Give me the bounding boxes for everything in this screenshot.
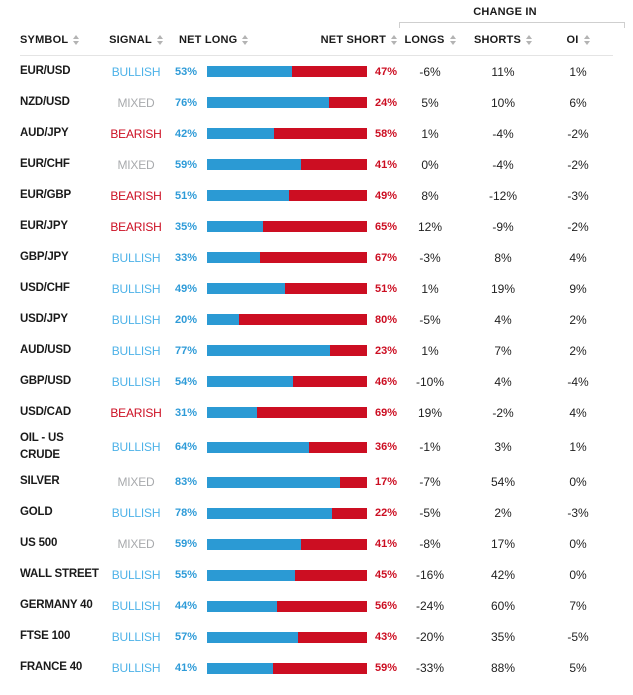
table-row [20, 273, 613, 304]
net-short-percent: 67% [374, 251, 397, 264]
sort-icon[interactable] [157, 35, 163, 45]
net-long-bar [207, 477, 340, 488]
sentiment-bar [207, 128, 367, 139]
signal-label: BEARISH [110, 405, 162, 420]
sentiment-bar [207, 97, 367, 108]
sentiment-bar-track [207, 314, 367, 325]
change-shorts-value: -4% [492, 157, 514, 172]
sentiment-bar [207, 632, 367, 643]
signal-label: MIXED [117, 157, 155, 172]
sentiment-bar-track [207, 570, 367, 581]
change-oi-value: 4% [569, 405, 587, 420]
net-short-percent: 65% [374, 220, 397, 233]
sentiment-bar-track [207, 66, 367, 77]
net-long-bar [207, 508, 332, 519]
change-longs-value: -33% [415, 661, 444, 675]
net-long-bar [207, 663, 273, 674]
net-long-percent: 33% [174, 251, 197, 264]
net-long-bar [207, 345, 330, 356]
signal-label: MIXED [117, 475, 155, 489]
table-row [20, 304, 613, 335]
sentiment-bar [207, 601, 367, 612]
symbol-label: EUR/JPY [20, 219, 68, 232]
table-row [20, 498, 613, 529]
change-longs-value: -7% [419, 475, 441, 489]
signal-label: BEARISH [110, 219, 162, 234]
change-shorts-value: -12% [488, 188, 517, 203]
sentiment-bar-track [207, 632, 367, 643]
table-row [20, 56, 613, 87]
change-oi-value: 6% [569, 95, 587, 110]
change-shorts-value: 2% [494, 506, 512, 520]
net-short-bar [293, 376, 367, 387]
symbol-label: EUR/CHF [20, 157, 70, 170]
column-header-shorts-label: SHORTS [473, 34, 522, 46]
signal-label: BULLISH [111, 281, 161, 296]
net-short-percent: 80% [374, 313, 397, 326]
change-shorts-value: 19% [490, 281, 516, 296]
change-longs-value: -3% [419, 250, 441, 265]
net-long-bar [207, 97, 329, 108]
net-short-bar [239, 314, 367, 325]
sentiment-bar [207, 190, 367, 201]
column-header-longs[interactable] [397, 34, 463, 46]
net-long-percent: 41% [174, 662, 197, 674]
sentiment-bar [207, 407, 367, 418]
net-short-bar [273, 663, 367, 674]
net-short-percent: 17% [374, 476, 397, 488]
sentiment-bar-track [207, 663, 367, 674]
sentiment-bar [207, 663, 367, 674]
sentiment-bar-track [207, 97, 367, 108]
sentiment-bar-track [207, 190, 367, 201]
net-short-bar [260, 252, 367, 263]
table-row [20, 180, 613, 211]
change-oi-value: 0% [569, 568, 587, 582]
sentiment-bar [207, 159, 367, 170]
net-short-percent: 49% [374, 189, 397, 202]
net-short-bar [295, 570, 367, 581]
signal-label: BULLISH [111, 599, 161, 613]
change-shorts-value: -4% [492, 126, 514, 141]
sentiment-bar-track [207, 221, 367, 232]
sentiment-bar-track [207, 442, 367, 453]
signal-label: BULLISH [111, 64, 161, 79]
symbol-label: EUR/GBP [20, 188, 71, 201]
sentiment-bar-track [207, 128, 367, 139]
table-row [20, 467, 613, 498]
change-oi-value: -4% [567, 374, 589, 389]
net-long-bar [207, 632, 298, 643]
net-short-percent: 51% [374, 282, 397, 295]
table-row [20, 653, 613, 684]
net-short-bar [257, 407, 367, 418]
change-shorts-value: 3% [494, 440, 512, 455]
net-short-bar [301, 539, 367, 550]
net-long-percent: 55% [174, 569, 197, 581]
table-row [20, 149, 613, 180]
change-shorts-value: -9% [492, 219, 514, 234]
net-short-bar [274, 128, 367, 139]
sentiment-bar-track [207, 159, 367, 170]
symbol-label: EUR/USD [20, 64, 71, 77]
sentiment-bar [207, 477, 367, 488]
symbol-label: OIL - US CRUDE [20, 432, 64, 462]
net-long-percent: 78% [174, 507, 197, 519]
sentiment-bar-track [207, 601, 367, 612]
signal-label: BULLISH [111, 568, 161, 582]
net-long-bar [207, 159, 301, 170]
signal-label: BULLISH [111, 312, 161, 327]
change-longs-value: -1% [419, 440, 441, 455]
net-long-percent: 49% [174, 282, 197, 295]
sentiment-bar [207, 376, 367, 387]
sentiment-bar [207, 345, 367, 356]
net-short-percent: 58% [374, 127, 397, 140]
change-longs-value: -10% [415, 374, 444, 389]
change-longs-value: 0% [421, 157, 439, 172]
net-long-percent: 83% [174, 476, 197, 488]
table-body [20, 56, 613, 684]
net-long-bar [207, 314, 239, 325]
net-long-percent: 35% [174, 220, 197, 233]
signal-label: MIXED [117, 537, 155, 551]
net-short-percent: 41% [374, 158, 397, 171]
net-long-percent: 59% [174, 538, 197, 550]
net-short-bar [285, 283, 367, 294]
symbol-label: USD/CHF [20, 281, 70, 294]
net-short-percent: 41% [374, 538, 397, 550]
sentiment-bar [207, 252, 367, 263]
signal-label: BULLISH [111, 343, 161, 358]
net-long-bar [207, 442, 309, 453]
net-long-percent: 76% [174, 96, 197, 109]
net-short-bar [301, 159, 367, 170]
sentiment-bar [207, 539, 367, 550]
net-short-bar [289, 190, 367, 201]
symbol-label: GBP/JPY [20, 250, 69, 263]
sentiment-bar-track [207, 283, 367, 294]
symbol-label: FRANCE 40 [20, 661, 83, 674]
table-row [20, 397, 613, 428]
net-short-percent: 56% [374, 600, 397, 612]
change-oi-value: 2% [569, 312, 587, 327]
change-longs-value: 19% [417, 405, 443, 420]
sentiment-bar-track [207, 508, 367, 519]
net-long-percent: 51% [174, 189, 197, 202]
column-header-signal-label: SIGNAL [109, 34, 152, 46]
net-short-percent: 23% [374, 344, 397, 357]
change-in-group [20, 6, 613, 22]
signal-label: BULLISH [111, 440, 161, 455]
net-short-percent: 46% [374, 375, 397, 388]
net-long-percent: 59% [174, 158, 197, 171]
net-long-percent: 31% [174, 406, 197, 419]
change-shorts-value: -2% [492, 405, 514, 420]
symbol-label: GBP/USD [20, 374, 71, 387]
signal-label: BULLISH [111, 374, 161, 389]
column-header-net-long-label: NET LONG [179, 34, 238, 46]
change-oi-value: -2% [567, 126, 589, 141]
change-longs-value: 1% [421, 126, 439, 141]
net-short-bar [309, 442, 367, 453]
net-short-bar [340, 477, 367, 488]
sentiment-bar [207, 283, 367, 294]
column-header-symbol-label: SYMBOL [20, 34, 69, 46]
change-longs-value: -5% [419, 506, 441, 520]
change-shorts-value: 7% [494, 343, 512, 358]
symbol-label: WALL STREET [20, 568, 99, 581]
net-long-bar [207, 128, 274, 139]
symbol-label: NZD/USD [20, 95, 70, 108]
column-header-net-short[interactable] [207, 34, 397, 46]
net-short-bar [292, 66, 367, 77]
net-short-bar [330, 345, 367, 356]
column-header-oi[interactable] [543, 34, 613, 46]
sentiment-bar-track [207, 252, 367, 263]
net-long-percent: 57% [174, 631, 197, 643]
change-longs-value: 5% [421, 95, 439, 110]
net-long-percent: 53% [174, 65, 197, 78]
sort-icon[interactable] [584, 35, 590, 45]
sentiment-bar-track [207, 539, 367, 550]
table-row [20, 87, 613, 118]
sentiment-bar [207, 221, 367, 232]
table-row [20, 242, 613, 273]
sort-icon[interactable] [526, 35, 532, 45]
sentiment-bar-track [207, 376, 367, 387]
table-row [20, 366, 613, 397]
sentiment-bar-track [207, 477, 367, 488]
table-row [20, 211, 613, 242]
change-longs-value: 1% [421, 343, 439, 358]
net-short-percent: 36% [374, 441, 397, 454]
change-oi-value: 4% [569, 250, 587, 265]
column-header-signal[interactable] [105, 34, 167, 46]
change-longs-value: -8% [419, 537, 441, 551]
column-header-net-short-label: NET SHORT [320, 34, 386, 46]
net-long-percent: 64% [174, 441, 197, 454]
net-long-bar [207, 407, 257, 418]
change-oi-value: -3% [567, 188, 589, 203]
sentiment-bar [207, 66, 367, 77]
signal-label: BULLISH [111, 506, 161, 520]
net-short-bar [329, 97, 367, 108]
net-short-bar [263, 221, 367, 232]
net-short-percent: 47% [374, 65, 397, 78]
change-longs-value: 8% [421, 188, 439, 203]
net-long-bar [207, 252, 260, 263]
net-long-bar [207, 376, 293, 387]
sentiment-bar [207, 508, 367, 519]
change-longs-value: 1% [421, 281, 439, 296]
symbol-label: USD/CAD [20, 405, 71, 418]
net-long-bar [207, 539, 301, 550]
table-row [20, 428, 613, 467]
change-longs-value: -16% [415, 568, 444, 582]
sentiment-bar-track [207, 345, 367, 356]
table-row [20, 529, 613, 560]
change-oi-value: -2% [567, 219, 589, 234]
signal-label: BULLISH [111, 661, 161, 675]
change-oi-value: 1% [569, 64, 587, 79]
net-long-bar [207, 283, 285, 294]
change-shorts-value: 4% [494, 312, 512, 327]
column-header-longs-label: LONGS [404, 34, 445, 46]
net-short-percent: 45% [374, 569, 397, 581]
net-short-bar [277, 601, 367, 612]
change-oi-value: 5% [569, 661, 587, 675]
net-long-percent: 77% [174, 344, 197, 357]
change-longs-value: -6% [419, 64, 441, 79]
net-long-bar [207, 221, 263, 232]
change-in-label: CHANGE IN [473, 6, 537, 18]
change-oi-value: -3% [567, 506, 589, 520]
change-shorts-value: 10% [490, 95, 516, 110]
column-header-oi-label: OI [566, 34, 579, 46]
table-row [20, 118, 613, 149]
net-short-percent: 22% [374, 507, 397, 519]
sentiment-bar [207, 442, 367, 453]
symbol-label: GERMANY 40 [20, 599, 93, 612]
signal-label: BULLISH [111, 630, 161, 644]
signal-label: BEARISH [110, 126, 162, 141]
net-short-percent: 43% [374, 631, 397, 643]
change-oi-value: -5% [567, 630, 589, 644]
signal-label: MIXED [117, 95, 155, 110]
change-shorts-value: 88% [490, 661, 516, 675]
net-long-percent: 20% [174, 313, 197, 326]
sentiment-bar [207, 570, 367, 581]
table-row [20, 591, 613, 622]
change-longs-value: 12% [417, 219, 443, 234]
change-longs-value: -20% [415, 630, 444, 644]
sentiment-bar [207, 314, 367, 325]
change-longs-value: -24% [415, 599, 444, 613]
change-oi-value: 0% [569, 537, 587, 551]
net-long-percent: 54% [174, 375, 197, 388]
net-long-bar [207, 570, 295, 581]
column-header-symbol[interactable] [20, 34, 105, 46]
signal-label: BEARISH [110, 188, 162, 203]
change-shorts-value: 8% [494, 250, 512, 265]
change-shorts-value: 11% [491, 64, 515, 79]
net-short-bar [298, 632, 367, 643]
net-short-bar [332, 508, 367, 519]
table-row [20, 335, 613, 366]
change-shorts-value: 60% [490, 599, 516, 613]
change-in-bracket [399, 22, 625, 28]
symbol-label: USD/JPY [20, 312, 68, 325]
change-shorts-value: 35% [490, 630, 516, 644]
change-shorts-value: 4% [494, 374, 512, 389]
change-oi-value: 1% [569, 440, 587, 455]
change-shorts-value: 17% [490, 537, 516, 551]
net-long-bar [207, 601, 277, 612]
change-longs-value: -5% [419, 312, 441, 327]
signal-label: BULLISH [111, 250, 161, 265]
table-row [20, 622, 613, 653]
table-row [20, 560, 613, 591]
change-oi-value: 7% [569, 599, 587, 613]
change-oi-value: 2% [569, 343, 587, 358]
symbol-label: SILVER [20, 475, 60, 488]
symbol-label: AUD/USD [20, 343, 71, 356]
net-long-bar [207, 66, 292, 77]
net-short-percent: 59% [374, 662, 397, 674]
net-long-percent: 42% [174, 127, 197, 140]
net-long-percent: 44% [174, 600, 197, 612]
symbol-label: US 500 [20, 537, 58, 550]
sentiment-bar-track [207, 407, 367, 418]
change-shorts-value: 54% [490, 475, 516, 489]
sort-icon[interactable] [73, 35, 79, 45]
net-long-bar [207, 190, 289, 201]
net-short-percent: 69% [374, 406, 397, 419]
sort-icon[interactable] [450, 35, 456, 45]
change-oi-value: -2% [567, 157, 589, 172]
change-oi-value: 0% [569, 475, 587, 489]
net-short-percent: 24% [374, 96, 397, 109]
symbol-label: AUD/JPY [20, 126, 69, 139]
column-header-shorts[interactable] [463, 34, 543, 46]
change-oi-value: 9% [569, 281, 587, 296]
symbol-label: GOLD [20, 506, 53, 519]
symbol-label: FTSE 100 [20, 630, 71, 643]
change-shorts-value: 42% [490, 568, 516, 582]
table-header [20, 28, 613, 56]
